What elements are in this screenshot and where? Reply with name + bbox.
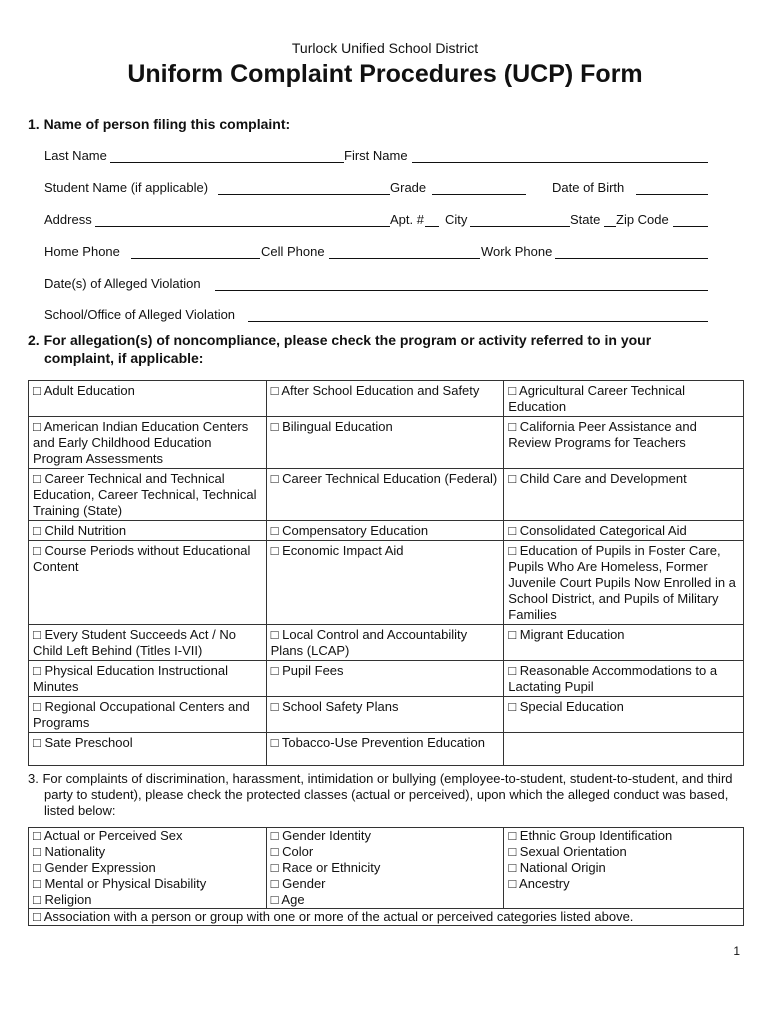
table-row — [29, 828, 744, 845]
program-table — [28, 380, 744, 766]
table-row — [29, 697, 744, 733]
empty-cell — [504, 892, 744, 909]
checkbox-option[interactable]: □ Career Technical Education (Federal) — [266, 469, 504, 521]
checkbox-option[interactable]: □ Education of Pupils in Foster Care, Pupils Who Are Homeless, Former Juvenile Court Pupils Now Enrolled in a School District, and Pupils of Military Families — [504, 541, 744, 625]
checkbox-option-association[interactable]: □ Association with a person or group with one or more of the actual or perceived categories listed above. — [29, 909, 744, 926]
zip-field[interactable] — [673, 226, 708, 227]
checkbox-option[interactable]: □ Child Care and Development — [504, 469, 744, 521]
checkbox-option[interactable]: □ Ethnic Group Identification — [504, 828, 744, 845]
home-phone-field[interactable] — [131, 258, 260, 259]
section3-text — [28, 771, 744, 819]
table-row — [29, 909, 744, 926]
city-label: City — [445, 212, 468, 227]
checkbox-option[interactable]: □ Race or Ethnicity — [266, 860, 504, 876]
table-row — [29, 661, 744, 697]
checkbox-option[interactable]: □ Pupil Fees — [266, 661, 504, 697]
last-name-field[interactable] — [110, 162, 344, 163]
section2-heading-line2: complaint, if applicable: — [44, 350, 204, 366]
city-field[interactable] — [470, 226, 570, 227]
checkbox-option[interactable]: □ Migrant Education — [504, 625, 744, 661]
checkbox-option[interactable]: □ American Indian Education Centers and Early Childhood Education Program Assessments — [29, 417, 267, 469]
apt-label: Apt. # — [390, 212, 424, 227]
section1-heading: 1. Name of person filing this complaint: — [28, 116, 291, 132]
district-name: Turlock Unified School District — [291, 40, 479, 56]
checkbox-option[interactable]: □ Every Student Succeeds Act / No Child Left Behind (Titles I-VII) — [29, 625, 267, 661]
checkbox-option[interactable]: □ Course Periods without Educational Content — [29, 541, 267, 625]
checkbox-option[interactable]: □ Physical Education Instructional Minutes — [29, 661, 267, 697]
table-row — [29, 521, 744, 541]
checkbox-option[interactable]: □ California Peer Assistance and Review Programs for Teachers — [504, 417, 744, 469]
page-number: 1 — [733, 944, 740, 958]
checkbox-option[interactable]: □ National Origin — [504, 860, 744, 876]
last-name-label: Last Name — [44, 148, 107, 163]
form-title: Uniform Complaint Procedures (UCP) Form — [127, 60, 643, 88]
table-row — [29, 469, 744, 521]
checkbox-option[interactable]: □ School Safety Plans — [266, 697, 504, 733]
first-name-label: First Name — [344, 148, 408, 163]
checkbox-option[interactable]: □ Gender — [266, 876, 504, 892]
checkbox-option[interactable]: □ Actual or Perceived Sex — [29, 828, 267, 845]
section2-heading-line1: 2. For allegation(s) of noncompliance, please check the program or activity referred to in your — [28, 332, 652, 348]
checkbox-option[interactable]: □ Adult Education — [29, 381, 267, 417]
state-field[interactable] — [604, 226, 616, 227]
checkbox-option[interactable]: □ Religion — [29, 892, 267, 909]
student-name-label: Student Name (if applicable) — [44, 180, 209, 195]
checkbox-option[interactable]: □ Bilingual Education — [266, 417, 504, 469]
checkbox-option[interactable]: □ Local Control and Accountability Plans (LCAP) — [266, 625, 504, 661]
checkbox-option[interactable]: □ Child Nutrition — [29, 521, 267, 541]
table-row — [29, 892, 744, 909]
checkbox-option[interactable]: □ Economic Impact Aid — [266, 541, 504, 625]
student-name-field[interactable] — [218, 194, 390, 195]
checkbox-option[interactable]: □ Compensatory Education — [266, 521, 504, 541]
state-label: State — [570, 212, 601, 227]
checkbox-option[interactable]: □ Agricultural Career Technical Education — [504, 381, 744, 417]
checkbox-option[interactable]: □ Ancestry — [504, 876, 744, 892]
table-row — [29, 876, 744, 892]
school-label: School/Office of Alleged Violation — [44, 307, 236, 322]
checkbox-option[interactable]: □ Gender Identity — [266, 828, 504, 845]
checkbox-option[interactable]: □ Mental or Physical Disability — [29, 876, 267, 892]
dob-label: Date of Birth — [552, 180, 625, 195]
checkbox-option[interactable]: □ Regional Occupational Centers and Programs — [29, 697, 267, 733]
empty-cell — [504, 733, 744, 766]
table-row — [29, 860, 744, 876]
first-name-field[interactable] — [412, 162, 708, 163]
checkbox-option[interactable]: □ Nationality — [29, 844, 267, 860]
section2-heading — [28, 331, 651, 367]
dates-field[interactable] — [215, 290, 708, 291]
home-phone-label: Home Phone — [44, 244, 120, 259]
checkbox-option[interactable]: □ Reasonable Accommodations to a Lactating Pupil — [504, 661, 744, 697]
table-row — [29, 733, 744, 766]
table-row — [29, 381, 744, 417]
zip-label: Zip Code — [616, 212, 669, 227]
checkbox-option[interactable]: □ Sexual Orientation — [504, 844, 744, 860]
work-phone-label: Work Phone — [481, 244, 553, 259]
checkbox-option[interactable]: □ Age — [266, 892, 504, 909]
table-row — [29, 417, 744, 469]
address-field[interactable] — [95, 226, 390, 227]
checkbox-option[interactable]: □ Color — [266, 844, 504, 860]
checkbox-option[interactable]: □ After School Education and Safety — [266, 381, 504, 417]
table-row — [29, 625, 744, 661]
checkbox-option[interactable]: □ Career Technical and Technical Education, Career Technical, Technical Training (State) — [29, 469, 267, 521]
work-phone-field[interactable] — [555, 258, 708, 259]
checkbox-option[interactable]: □ Sate Preschool — [29, 733, 267, 766]
protected-class-table — [28, 827, 744, 926]
cell-phone-field[interactable] — [329, 258, 480, 259]
dates-label: Date(s) of Alleged Violation — [44, 276, 201, 291]
section3-instructions: 3. For complaints of discrimination, harassment, intimidation or bullying (employee-to-student, student-to-student, and third party to student), please check the protected classes (actual or perceived), upon which the alleged conduct was based, listed below: — [28, 771, 733, 818]
checkbox-option[interactable]: □ Tobacco-Use Prevention Education — [266, 733, 504, 766]
checkbox-option[interactable]: □ Special Education — [504, 697, 744, 733]
dob-field[interactable] — [636, 194, 708, 195]
cell-phone-label: Cell Phone — [261, 244, 325, 259]
grade-label: Grade — [390, 180, 427, 195]
checkbox-option[interactable]: □ Gender Expression — [29, 860, 267, 876]
table-row — [29, 844, 744, 860]
table-row — [29, 541, 744, 625]
school-field[interactable] — [248, 321, 708, 322]
address-label: Address — [44, 212, 92, 227]
grade-field[interactable] — [432, 194, 526, 195]
apt-field[interactable] — [425, 226, 439, 227]
checkbox-option[interactable]: □ Consolidated Categorical Aid — [504, 521, 744, 541]
